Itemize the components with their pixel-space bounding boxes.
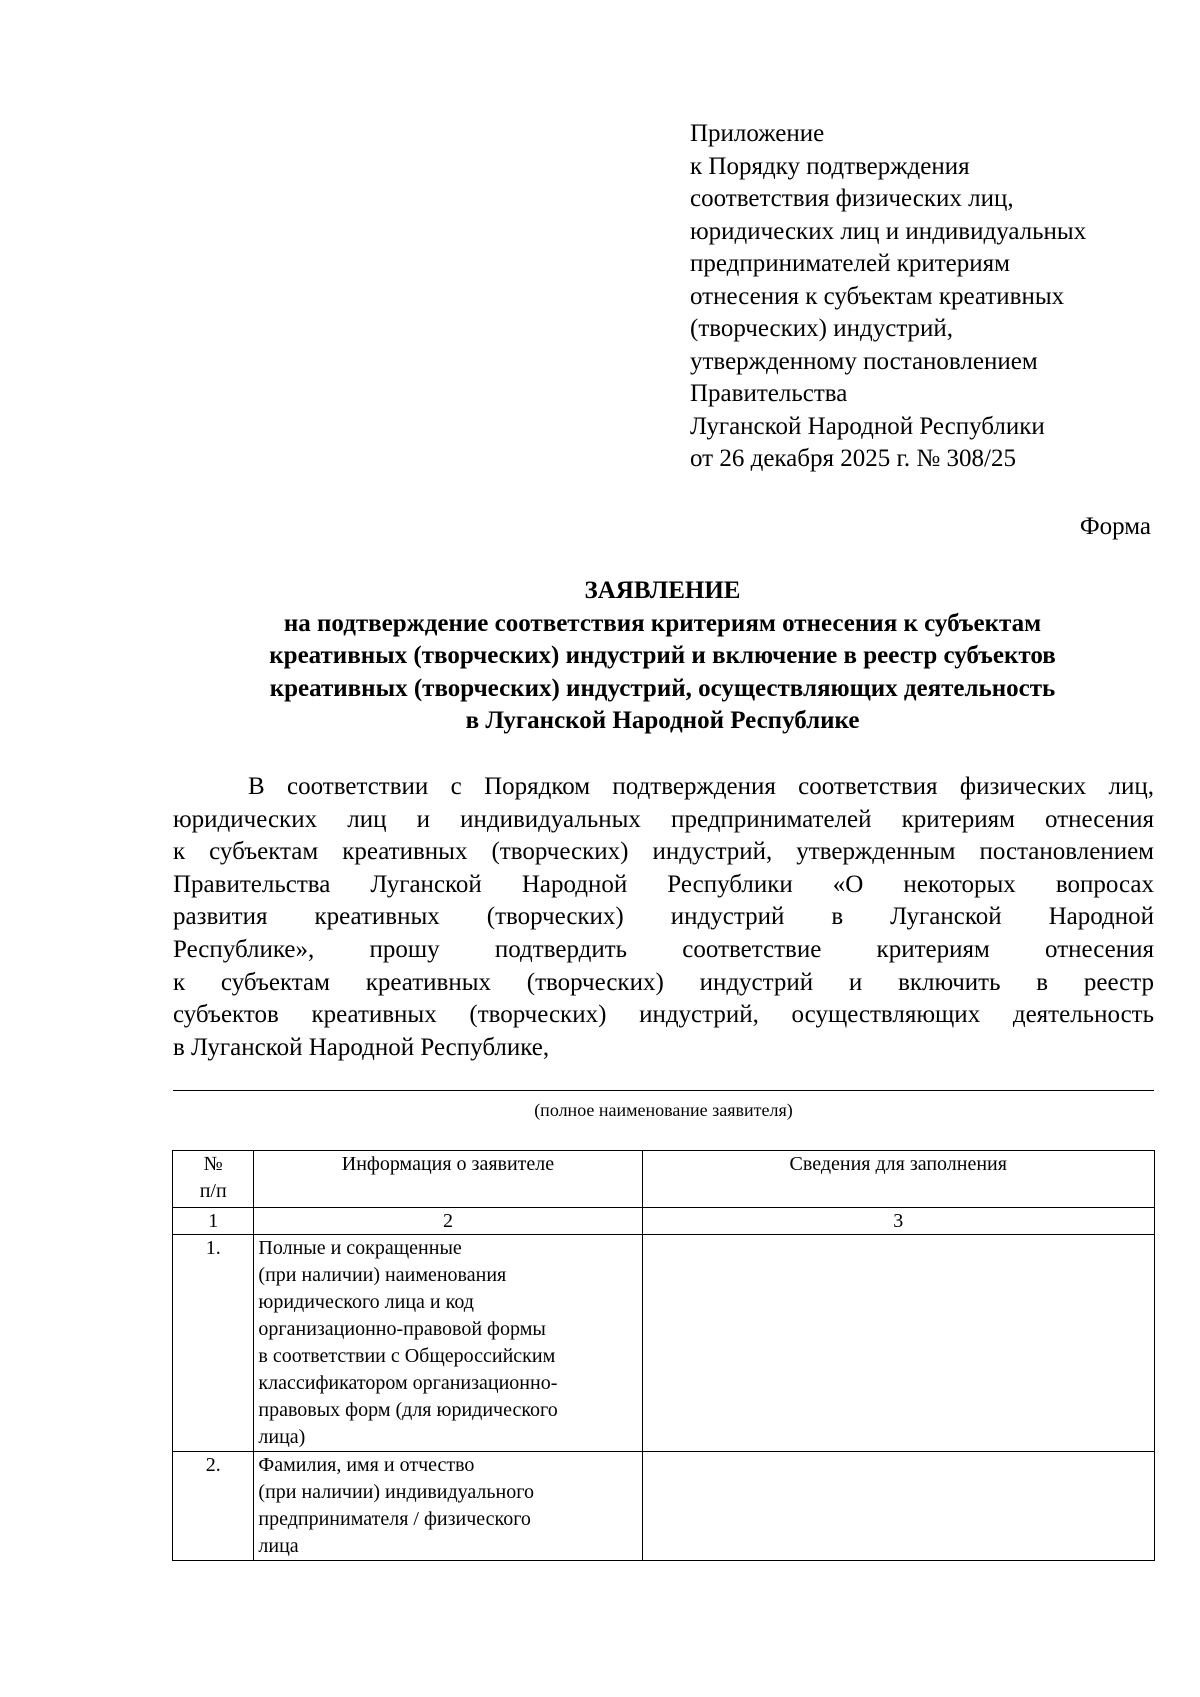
row-info-line: лица <box>258 1535 299 1557</box>
column-number: 1 <box>173 1208 254 1235</box>
table-row <box>173 1452 1155 1561</box>
row-info-line: Фамилия, имя и отчество <box>258 1454 475 1476</box>
header-info: Информация о заявителе <box>254 1151 642 1208</box>
row-info <box>254 1235 642 1452</box>
title-line: на подтверждение соответствия критериям отнесения к субъектам <box>283 609 1042 637</box>
appendix-line: юридических лиц и индивидуальных <box>690 217 1087 245</box>
applicant-name-caption: (полное наименование заявителя) <box>534 1100 793 1120</box>
body-paragraph <box>173 771 1154 1064</box>
row-number: 1. <box>173 1235 254 1452</box>
appendix-line: предпринимателей критериям <box>690 250 1010 277</box>
column-number-row <box>173 1208 1155 1235</box>
appendix-line: соответствия физических лиц, <box>690 185 1014 212</box>
title-line: креативных (творческих) индустрий и включение в реестр субъектов <box>269 642 1056 669</box>
appendix-line: Правительства <box>690 380 848 407</box>
header-number-sign: № <box>203 1153 223 1175</box>
appendix-line: к Порядку подтверждения <box>690 152 970 180</box>
body-line: к субъектам креативных (творческих) индустрий, утвержденным постановлением <box>173 838 1154 866</box>
row-info-line: организационно-правовой формы <box>258 1318 546 1340</box>
row-info-line: в соответствии с Общероссийским <box>258 1345 556 1367</box>
document-title <box>170 575 1155 738</box>
column-number: 2 <box>254 1208 642 1235</box>
row-info-line: (при наличии) индивидуального <box>258 1481 534 1503</box>
appendix-block <box>690 118 1170 476</box>
form-label: Форма <box>1079 513 1151 540</box>
appendix-line: Луганской Народной Республики <box>690 412 1045 440</box>
body-line: В соответствии с Порядком подтверждения соответствия физических лиц, <box>248 773 1154 800</box>
body-line: субъектов креативных (творческих) индустрий, осуществляющих деятельность <box>173 1001 1154 1029</box>
row-info-line: Полные и сокращенные <box>258 1237 462 1259</box>
header-details: Сведения для заполнения <box>642 1151 1154 1208</box>
appendix-line: утвержденному постановлением <box>690 347 1038 375</box>
row-info-line: предпринимателя / физического <box>258 1508 531 1530</box>
column-number: 3 <box>642 1208 1154 1235</box>
row-info-line: классификатором организационно- <box>258 1372 558 1394</box>
body-line: юридических лиц и индивидуальных предпринимателей критериям отнесения <box>173 805 1154 833</box>
row-number: 2. <box>173 1452 254 1561</box>
header-number-abbr: п/п <box>199 1180 227 1202</box>
row-info-line: лица) <box>258 1426 306 1448</box>
body-line: Республике», прошу подтвердить соответствие критериям отнесения <box>173 935 1154 963</box>
body-line: к субъектам креативных (творческих) индустрий и включить в реестр <box>173 968 1154 996</box>
title-line: креативных (творческих) индустрий, осуществляющих деятельность <box>269 674 1056 702</box>
row-info-line: (при наличии) наименования <box>258 1264 507 1286</box>
title-heading: ЗАЯВЛЕНИЕ <box>584 577 741 604</box>
title-line: в Луганской Народной Республике <box>465 707 860 734</box>
appendix-line: (творческих) индустрий, <box>690 315 954 342</box>
body-line: в Луганской Народной Республике, <box>173 1033 550 1061</box>
table-row <box>173 1235 1155 1452</box>
header-number <box>173 1151 254 1208</box>
appendix-line: от 26 декабря 2025 г. № 308/25 <box>690 445 1016 472</box>
row-info-line: юридического лица и код <box>258 1291 474 1313</box>
row-details-field[interactable] <box>642 1235 1154 1452</box>
applicant-info-table <box>172 1150 1155 1561</box>
row-info <box>254 1452 642 1561</box>
applicant-name-line[interactable] <box>173 1090 1154 1091</box>
row-details-field[interactable] <box>642 1452 1154 1561</box>
body-line: Правительства Луганской Народной Республики «О некоторых вопросах <box>173 870 1154 898</box>
body-line: развития креативных (творческих) индустрий в Луганской Народной <box>173 903 1154 931</box>
table-header-row <box>173 1151 1155 1208</box>
row-info-line: правовых форм (для юридического <box>258 1399 558 1421</box>
appendix-line: отнесения к субъектам креативных <box>690 282 1065 310</box>
appendix-line: Приложение <box>690 120 825 147</box>
